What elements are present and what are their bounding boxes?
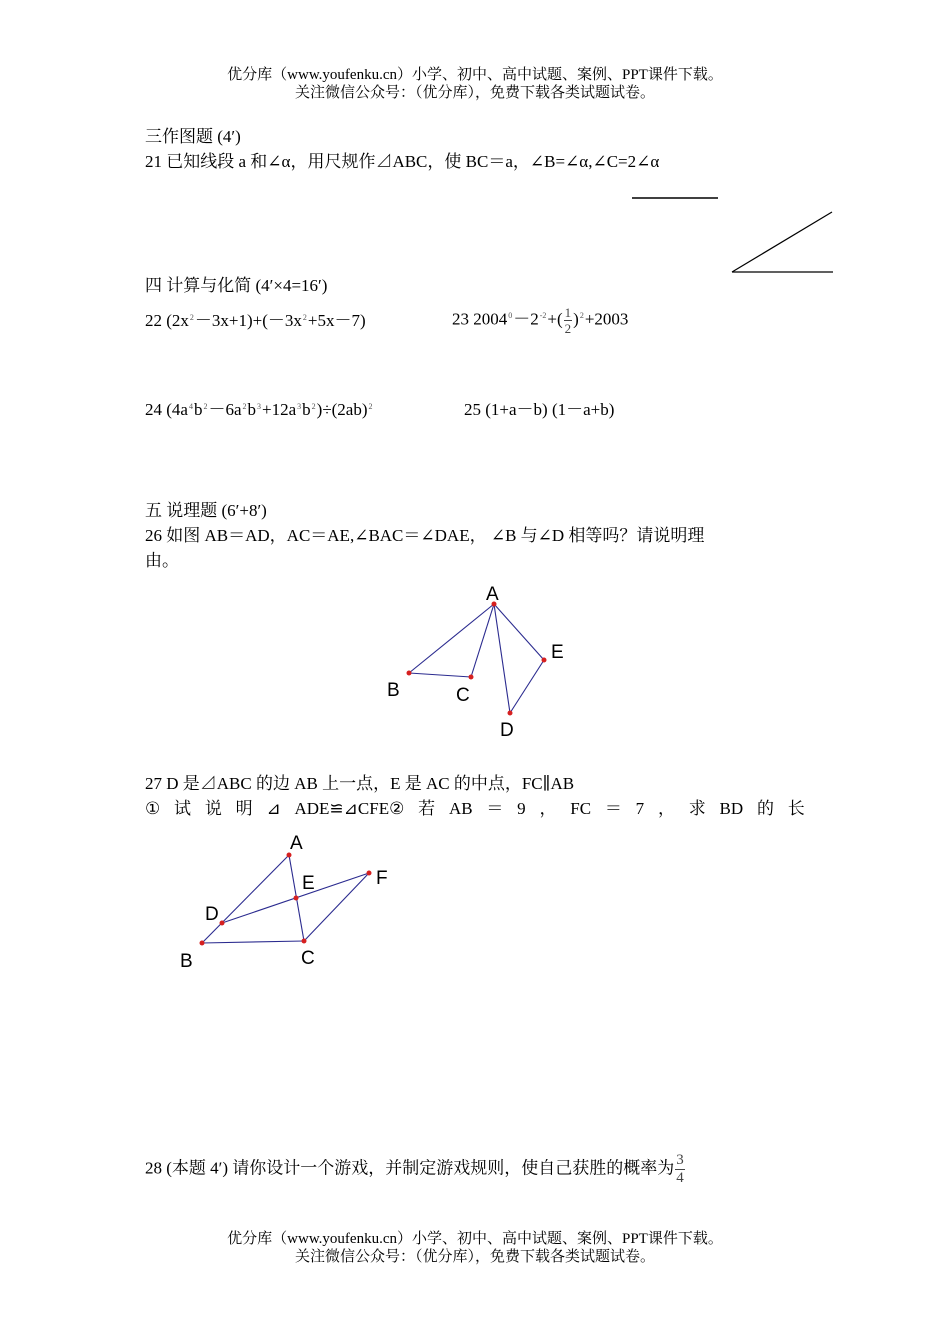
q24-part: b <box>302 400 311 419</box>
q24-part: b <box>247 400 257 419</box>
q27-word: 试 <box>174 799 192 818</box>
header-line-2: 关注微信公众号：（优分库），免费下载各类试题试卷。 <box>294 85 655 101</box>
label-d: D <box>205 904 219 925</box>
q28-fraction <box>675 1152 685 1187</box>
q24-exponent: 2 <box>368 402 373 411</box>
question-25: 25 (1+a－b) (1－a+b) <box>464 400 615 419</box>
q23-fraction <box>564 305 573 336</box>
q23-part: 23 2004 <box>452 309 508 329</box>
q23-exponent: -2 <box>539 311 547 321</box>
point-d <box>220 921 225 926</box>
q24-part: 24 (4a <box>145 400 188 419</box>
label-c: C <box>456 685 470 706</box>
q27-word: ， <box>657 799 675 818</box>
segment-ca <box>471 604 494 677</box>
header-line-1: 优分库（www.youfenku.cn）小学、初中、高中试题、案例、PPT课件下载。 <box>227 67 723 83</box>
q27-word: ＝ <box>486 799 504 818</box>
label-d: D <box>500 720 514 741</box>
q27-word: 说 <box>204 799 222 818</box>
point-d <box>508 711 513 716</box>
footer-line-1: 优分库（www.youfenku.cn）小学、初中、高中试题、案例、PPT课件下载。 <box>227 1231 723 1247</box>
q27-word: 求 <box>688 799 706 818</box>
question-21: 21 已知线段 a 和∠α，用尺规作⊿ABC，使 BC＝a，∠B=∠α,∠C=2∠α <box>145 152 660 171</box>
question-28 <box>145 1152 686 1187</box>
footer-line-2: 关注微信公众号：（优分库），免费下载各类试题试卷。 <box>294 1249 655 1265</box>
q22-exponent: 2 <box>302 313 307 322</box>
figure-q26 <box>370 578 590 743</box>
q27-word: 7 <box>635 799 645 818</box>
question-24 <box>145 399 374 424</box>
section-4-title: 四 计算与化简 (4′×4=16′) <box>145 276 328 295</box>
q27-word: ＝ <box>604 799 622 818</box>
segment-ad <box>494 604 510 713</box>
q27-word: 的 <box>756 799 774 818</box>
segment-ab <box>409 604 494 673</box>
question-27-line-1: 27 D 是⊿ABC 的边 AB 上一点，E 是 AC 的中点，FC∥AB <box>145 774 575 793</box>
point-b <box>407 671 412 676</box>
q27-word: FC <box>570 799 592 818</box>
q23-exponent: 0 <box>508 311 513 321</box>
q28-text: 28 (本题 4′) 请你设计一个游戏，并制定游戏规则，使自己获胜的概率为 <box>145 1158 675 1178</box>
q22-exponent: 2 <box>189 313 194 322</box>
q23-fraction-denominator: 2 <box>564 321 572 336</box>
q24-part: b <box>193 400 203 419</box>
label-b: B <box>387 680 400 701</box>
label-c: C <box>301 948 315 969</box>
q24-exponent: 3 <box>297 402 302 411</box>
q27-word: ① <box>145 799 161 818</box>
point-f <box>367 871 372 876</box>
q23-part: －2 <box>513 309 539 329</box>
q27-word: 明 <box>235 799 253 818</box>
q27-word: 9 <box>517 799 526 818</box>
question-23 <box>452 305 628 336</box>
q28-fraction-numerator: 3 <box>676 1152 684 1168</box>
label-b: B <box>180 951 193 972</box>
q24-exponent: 2 <box>311 402 316 411</box>
question-26-line-1: 26 如图 AB＝AD，AC＝AE,∠BAC＝∠DAE， ∠B 与∠D 相等吗？请说明理 <box>145 526 705 545</box>
q27-word: ⊿ <box>266 799 281 818</box>
label-f: F <box>376 868 388 889</box>
q22-part: 22 (2x <box>145 311 189 330</box>
q27-word: 若 <box>418 799 436 818</box>
q27-word: AB <box>448 799 473 818</box>
q28-fraction-denominator: 4 <box>676 1170 684 1186</box>
q24-part: －6a <box>208 400 242 419</box>
q27-word: 长 <box>787 799 805 818</box>
q23-exponent: 2 <box>579 311 584 321</box>
figure-q27 <box>170 828 400 973</box>
segment-de <box>510 660 544 713</box>
q24-exponent: 4 <box>188 402 193 411</box>
q23-part: +2003 <box>584 309 629 329</box>
question-27-line-2 <box>145 798 805 820</box>
q24-part: +12a <box>262 400 297 419</box>
label-e: E <box>302 873 315 894</box>
label-a: A <box>290 833 303 854</box>
q27-word: BD <box>719 799 744 818</box>
q22-part: +5x－7) <box>307 311 366 330</box>
section-3-title: 三作图题 (4′) <box>145 127 241 146</box>
angle-alpha-ray-2 <box>732 212 832 272</box>
q27-word: ADE≌⊿CFE② <box>294 799 405 818</box>
segment-bc <box>409 673 471 677</box>
given-figures-q21 <box>620 190 850 285</box>
point-c <box>469 675 474 680</box>
question-26-line-2: 由。 <box>145 551 179 570</box>
q27-word: ， <box>539 799 557 818</box>
q23-part: +( <box>547 309 563 329</box>
q23-fraction-numerator: 1 <box>564 305 572 320</box>
point-b <box>200 941 205 946</box>
q23-part: ) <box>573 309 579 329</box>
q24-exponent: 2 <box>203 402 208 411</box>
label-a: A <box>486 584 499 605</box>
q22-part: －3x+1)+(－3x <box>194 311 302 330</box>
point-c <box>302 939 307 944</box>
segment-bc <box>202 941 304 943</box>
point-e <box>542 658 547 663</box>
question-22 <box>145 310 366 335</box>
q24-exponent: 2 <box>242 402 247 411</box>
point-e <box>294 896 299 901</box>
q24-exponent: 3 <box>257 402 262 411</box>
label-e: E <box>551 642 564 663</box>
section-5-title: 五 说理题 (6′+8′) <box>145 501 267 520</box>
q24-part: )÷(2ab) <box>316 400 368 419</box>
segment-ab <box>202 855 289 943</box>
